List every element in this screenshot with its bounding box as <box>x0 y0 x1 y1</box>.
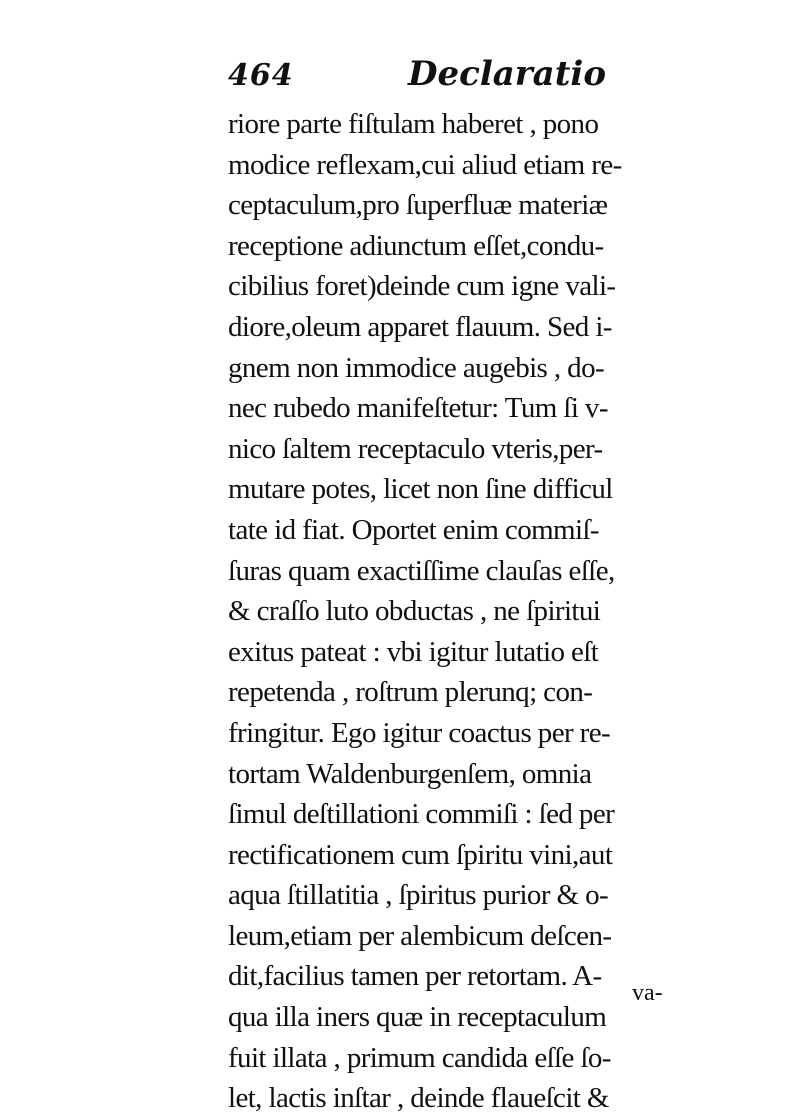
text-line: fringitur. Ego igitur coactus per re- <box>228 716 611 749</box>
text-line: ſimul deſtillationi commiſi : ſed per <box>228 798 615 831</box>
text-line: leum,etiam per alembicum deſcen- <box>228 919 612 952</box>
text-line: qua illa iners quæ in receptaculum <box>228 1001 607 1034</box>
catchword: va- <box>632 980 663 1006</box>
text-line: cibilius foret)deinde cum igne vali- <box>228 270 616 303</box>
text-line: & craſſo luto obductas , ne ſpiritui <box>228 595 601 628</box>
text-line: tate id fiat. Oportet enim commiſ- <box>228 513 599 546</box>
text-line: ceptaculum,pro ſuperfluæ materiæ <box>228 189 608 222</box>
text-line: dit,facilius tamen per retortam. A- <box>228 960 602 993</box>
text-line: modice reflexam,cui aliud etiam re- <box>228 148 622 181</box>
text-line: aqua ſtillatitia , ſpiritus purior & o- <box>228 879 609 912</box>
text-line: fuit illata , primum candida eſſe ſo- <box>228 1041 611 1074</box>
text-line: receptione adiunctum eſſet,condu- <box>228 229 604 262</box>
text-line: gnem non immodice augebis , do- <box>228 351 605 384</box>
text-line: mutare potes, licet non ſine difficul <box>228 473 613 506</box>
text-block <box>228 104 658 1119</box>
text-line: nec rubedo manifeſtetur: Tum ſi v- <box>228 392 608 425</box>
page-header <box>228 52 658 100</box>
page-number: 464 <box>228 58 294 93</box>
text-line: rectificationem cum ſpiritu vini,aut <box>228 838 613 871</box>
running-title: Declaratio <box>408 54 607 94</box>
text-line: let, lactis inſtar , deinde flaueſcit & <box>228 1082 609 1115</box>
text-line: riore parte fiſtulam haberet , pono <box>228 108 599 140</box>
text-line: diore,oleum apparet flauum. Sed i- <box>228 310 612 343</box>
text-line: ſuras quam exactiſſime clauſas eſſe, <box>228 554 615 587</box>
text-line: exitus pateat : vbi igitur lutatio eſt <box>228 635 599 668</box>
text-line: tortam Waldenburgenſem, omnia <box>228 757 592 790</box>
text-line: repetenda , roſtrum plerunq; con- <box>228 676 593 709</box>
text-line: nico ſaltem receptaculo vteris,per- <box>228 432 603 465</box>
